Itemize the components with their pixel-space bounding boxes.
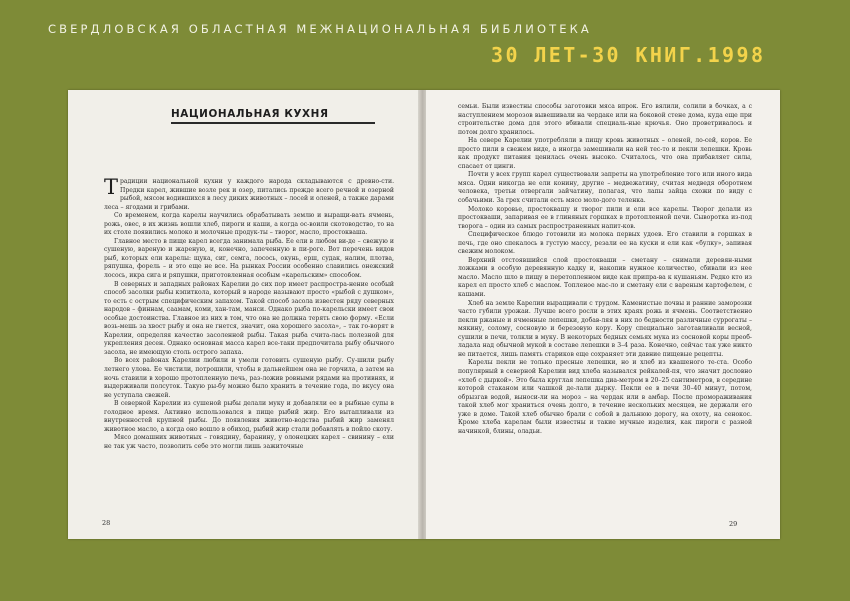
paragraph-text: радиции национальной кухни у каждого народа складываются с древно-сти. Предки карел, жившие возле рек и озер, питались прежде всего речной и озерной рыбой, мясом водившихся в лесу диких животных – лосей и оленей, а также дарами леса – ягодами и грибами. [104,178,394,211]
paragraph: На севере Карелии употребляли в пищу кровь животных – оленей, ло-сей, коров. Ее просто пили в свежем виде, а иногда замешивали на ней тес-то и пекли лепешки. Кровь как продукт питания ценилась очень высоко. Считалось, что она прибавляет силы, спасает от цинги. [458,137,752,170]
book-spread [68,90,780,539]
chapter-title: НАЦИОНАЛЬНАЯ КУХНЯ [171,108,329,120]
paragraph: В северных и западных районах Карелии до сих пор имеет распростра-нение особый способ засолки рыбы кэпиткола, который в народе называют просто «рыбой с душком», то есть с острым специфическим запахом. Такой способ засола известен ряду северных народов – финнам, саамам, коми, хан-там, манси. Однако рыба по-карельски имеет свои особые достоинства. Главное из них в том, что она не должна терять свою форму. «Если возь-мешь за хвост рыбу и она не гнется, значит, она хорошего засола», – так го-ворят в Карелии, определяя качество засоленной рыбы. Такая рыба счита-лась полезной для укрепления десен. Однако основная масса карел все-таки предпочитала рыбу обычного засола, не имеющую столь острого запаха. [104,280,394,356]
series-title: 30 ЛЕТ-30 КНИГ.1998 [491,43,766,67]
paragraph: семьи. Были известны способы заготовки мяса впрок. Его вялили, солили в бочках, а с наступлением морозов вывешивали на чердаке или на боковой стене дома, куда еще при строительстве дома для этого вбивали специаль-ные крючья. Оно проветривалось и потом долго хранилось. [458,103,752,136]
paragraph: Главное место в пище карел всегда занимала рыба. Ее ели в любом ви-де – свежую и сушеную, вареную и жареную, и, конечно, запеченную в пи-роге. Вот перечень видов рыб, которых ели карелы: щука, сиг, семга, лосось, окунь, ерш, судак, налим, плотва, ряпушка, форель – и это еще не все. На рынках России особенно славились онежский лосось, икра сига и ряпушки, приготовленная особым «карельским» способом. [104,237,394,280]
drop-cap: Т [104,175,119,199]
title-underline [171,122,375,124]
paragraph: Во всех районах Карелии любили и умели готовить сушеную рыбу. Су-шили рыбу летнего улова. Ее чистили, потрошили, чтобы в дальнейшем она не горчила, а затем на ночь ставили в хорошо протопленную печь, раз-ложив ровными рядами на противнях, и выдерживали полсуток. Такую ры-бу можно было хранить в течение года, по вкусу она не уступала свежей. [104,357,394,399]
library-name: СВЕРДЛОВСКАЯ ОБЛАСТНАЯ МЕЖНАЦИОНАЛЬНАЯ БИБЛИОТЕКА [48,22,592,36]
page-number: 28 [102,519,111,527]
left-page-text [104,175,394,518]
paragraph: Почти у всех групп карел существовали запреты на употребление того или иного вида мяса. Одни никогда не ели конину, другие – медвежатину, считая медведя оборотнем человека, третьи отвергали зайчатину, полагая, что лапы зайца схожи по виду с собачьими. За грех считали есть мясо моло-дого теленка. [458,171,752,205]
paragraph: В северной Карелии из сушеной рыбы делали муку и добавляли ее в рыбные супы в голодное время. Активно использовался в пище рыбий жир. Его вытапливали из внутренностей крупной рыбы. До появления животно-водства рыбий жир заменял животное масло, а когда оно вошло в обиход, рыбий жир стали добавлять в пойло скоту. [104,400,394,433]
page-number: 29 [729,520,738,528]
left-page [68,90,420,539]
paragraph: Карелы пекли не только пресные лепешки, но и хлеб из квашеного те-ста. Особо популярный в северной Карелии вид хлеба назывался рейкалей-пя, что значит дословно «хлеб с дыркой». Это была круглая лепешка диа-метром в 20–25 сантиметров, в середине которой стаканом или чашкой де-лали дырку. Пекли ее в печи 30–40 минут, потом, обрызгав водой, выноси-ли на мороз – на чердак или в амбар. После промораживания такой хлеб мог храниться очень долго, в течение нескольких месяцев, не держали его уже в доме. Такой хлеб обычно брали с собой в дальнюю дорогу, на охоту, на сенокос. Кроме хлеба карелам были известны и такие мучные изделия, как пироги с разной начинкой, блины, оладьи. [458,359,752,435]
paragraph: Верхний отстоявшийся слой простокваши – сметану – снимали деревян-ными ложками в особую деревянную кадку и, накопив нужное количество, сбивали из нее масло. Масло шло в пищу в перетопленном виде как припра-ва к кушаньям. Редко кто из карел ел просто хлеб с маслом. Топленое мас-ло и сметану ели с вареным картофелем, с кашами. [458,256,752,299]
paragraph: Специфическое блюдо готовили из молока первых удоев. Его ставили в горшках в печь, где оно спекалось в густую массу, резали ее на куски и ели как «булку», запивая свежим молоком. [458,231,752,256]
paragraph: Хлеб на земле Карелии выращивали с трудом. Каменистые почвы и ранние заморозки часто губили урожаи. Лучше всего росли в этих краях рожь и ячмень. Соответственно пекли ржаные и ячменные лепешки, добав-ляя в них по бедности различные суррогаты – мякину, солому, сосновую и березовую кору. Кору специально заготавливали весной, сушили в печи, толкли в муку. В некоторых бедных семьях мука из сосновой коры преоб-ладала над обычной мукой в составе лепешки в 3–4 раза. Конечно, сейчас так уже никто не питается, лишь память стариков еще сохраняет эти давние пищевые рецепты. [458,299,752,358]
paragraph: Со временем, когда карелы научились обрабатывать землю и выращи-вать ячмень, рожь, овес, в их жизнь вошли хлеб, пироги и каши, а когда ос-воили скотоводство, то на их столе появились молоко и молочные продук-ты – творог, масло, простокваша. [104,212,394,237]
paragraph: Мясо домашних животных – говядину, баранину, у олонецких карел – свинину – ели не так уж часто, позволить себе это могли лишь зажиточные [104,434,394,450]
paragraph: Молоко коровье, простоквашу и творог пили и ели все карелы. Творог делали из простокваши, запаривая ее в глиняных горшках в протопленной печи. Сыворотка из-под творога – один из самых распространенных напит-ков. [458,205,752,230]
paragraph [104,175,394,212]
right-page-text [458,103,752,523]
right-page [426,90,780,539]
